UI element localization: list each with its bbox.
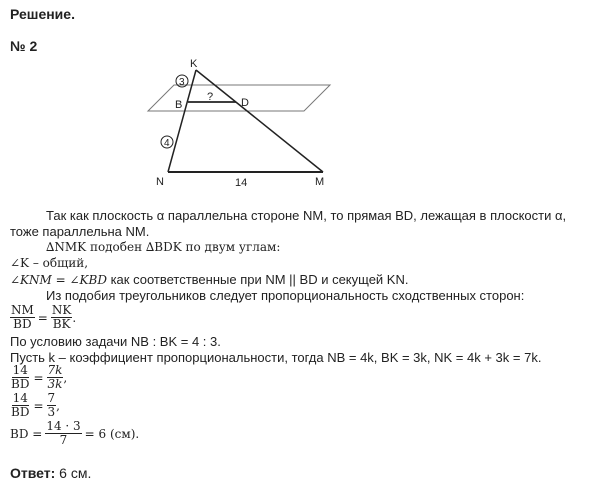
frac2b-den: 3k [47,377,63,391]
label-kb-length: 3 [179,77,185,88]
bd-rhs: = 6 (см). [84,426,140,441]
frac3-end: , [56,398,60,413]
bd-lhs: BD = [10,426,43,441]
label-m: M [315,176,325,188]
ratio-formula-1 [10,364,67,391]
frac1-eq: = [37,310,48,325]
frac2-end: , [63,370,68,385]
proportion-formula [10,304,76,331]
frac2-num: 14 [12,363,28,377]
label-b: B [175,99,183,111]
angles-reason: как соответственные при NM || BD и секущей KN. [106,272,409,287]
geometry-figure [140,55,340,195]
text-p7: Пусть k – коэффициент пропорциональности, тогда NB = 4k, BK = 3k, NK = 4k + 3k = 7k. [10,350,542,365]
frac3-eq: = [33,398,44,413]
answer [10,465,91,481]
frac1b-den: BK [52,317,71,331]
frac3b-num: 7 [47,391,56,405]
bd-formula [10,420,139,447]
frac1-end: . [72,310,77,325]
answer-label: Ответ: [10,465,56,481]
text-p6: По условию задачи NB : BK = 4 : 3. [10,334,221,349]
frac3b-den: 3 [47,405,56,419]
text-p5: Из подобия треугольников следует пропорциональность сходственных сторон: [46,288,525,303]
frac1-den: BD [13,317,32,331]
label-nm-length: 14 [235,177,248,189]
label-unknown: ? [207,91,214,103]
text-p1b: тоже параллельна NM. [10,224,150,239]
frac3-num: 14 [12,391,28,405]
frac2-den: BD [11,377,30,391]
frac3-den: BD [11,405,30,419]
label-n: N [156,176,164,188]
label-k: K [190,58,198,70]
ratio-formula-2 [10,392,60,419]
text-p1a: Так как плоскость α параллельна стороне NM, то прямая BD, лежащая в плоскости α, [46,208,567,223]
problem-number: № 2 [10,38,38,54]
frac1b-num: NK [51,303,72,317]
text-p3: ∠K – общий, [10,256,89,270]
angles-equation: ∠KNM = ∠KBD [10,273,107,287]
frac2-eq: = [33,370,44,385]
text-p4 [10,272,408,287]
label-d: D [241,97,249,109]
text-p2: ∆NMK подобен ∆BDK по двум углам: [46,240,281,254]
frac2b-num: 7k [47,363,63,377]
frac4-den: 7 [59,433,68,447]
answer-value: 6 см. [55,465,92,481]
solution-title: Решение. [10,6,75,22]
frac4-num: 14 · 3 [46,419,81,433]
label-bn-length: 4 [164,138,170,149]
frac1-num: NM [11,303,34,317]
